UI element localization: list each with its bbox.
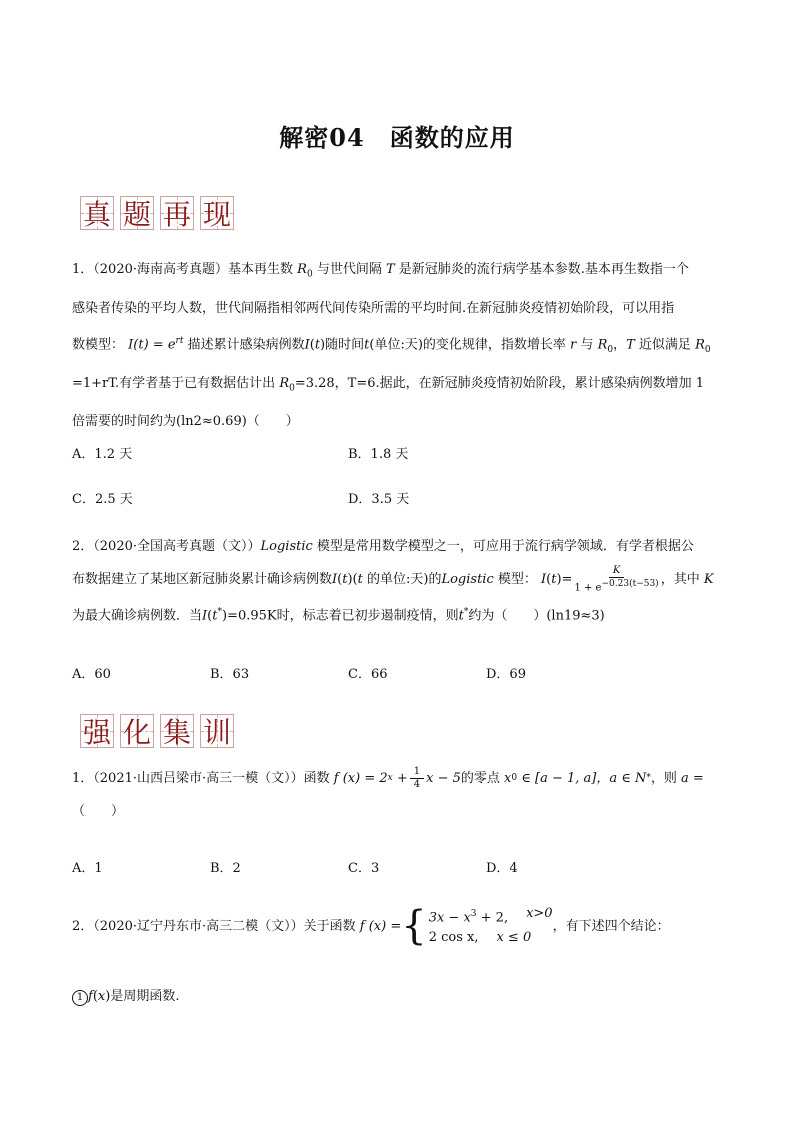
section-glyph: 化 <box>120 714 154 748</box>
q4-conclusion-1: 1 f(x)是周期函数. <box>72 980 724 1013</box>
q2-option-b[interactable]: B．63 <box>210 667 250 682</box>
q3-option-b[interactable]: B．2 <box>210 861 241 876</box>
q1-option-d[interactable]: D．3.5 天 <box>348 492 410 507</box>
page-title: 解密04 函数的应用 <box>279 123 515 152</box>
q2-line-1: 2．（2020·全国高考真题（文））Logistic 模型是常用数学模型之一，可应用于流行病学领域．有学者根据公 <box>72 539 694 554</box>
section-header-qianghua <box>80 714 234 748</box>
q2-option-c[interactable]: C．66 <box>348 667 388 682</box>
question-2 <box>72 530 724 632</box>
q1-option-b[interactable]: B．1.8 天 <box>348 447 409 462</box>
q3-option-c[interactable]: C．3 <box>348 861 380 876</box>
q3-option-a[interactable]: A．1 <box>72 861 103 876</box>
section-header-zhenti <box>80 196 234 230</box>
q2-option-d[interactable]: D．69 <box>486 667 526 682</box>
question-3 <box>72 762 724 828</box>
q3-option-d[interactable]: D．4 <box>486 861 518 876</box>
q1-option-a[interactable]: A．1.2 天 <box>72 447 133 462</box>
q3-line-2: （ ） <box>72 804 125 819</box>
logistic-fraction: $\frac{K}{1 + e^{-0.23(t-53)}}$ <box>574 564 659 594</box>
q2-line-3: 为最大确诊病例数．当I(t*)=0.95K时，标志着已初步遏制疫情，则t*约为（ ）(ln19≈3) <box>72 607 605 624</box>
question-1 <box>72 253 724 438</box>
q4-line-1: 2．（2020·辽宁丹东市·高三二模（文）） 关于函数 f (x) = { $3x - x^3 + 2$, x>0 2 cos x, x ≤ 0 ，有下述四个结论： <box>72 903 670 950</box>
q1-line-5: 倍需要的时间约为(ln2≈0.69)（ ） <box>72 414 299 430</box>
section-glyph: 训 <box>200 714 234 748</box>
q1-line-2: 感染者传染的平均人数，世代间隔指相邻两代间传染所需的平均时间.在新冠肺炎疫情初始阶段，可以用指 <box>72 300 675 316</box>
section-glyph: 现 <box>200 196 234 230</box>
q2-option-a[interactable]: A．60 <box>72 667 111 682</box>
q3-line-1: 1．（2021·山西吕梁市·高三一模（文）） 函数 f (x) = 2 x + $\frac{1}{4}$ x − 5 的零点 x 0 ∈ [a − 1, a]，a ∈ N * ，则 a = <box>72 766 704 790</box>
piecewise-function: { $3x - x^3 + 2$, x>0 2 cos x, x ≤ 0 <box>401 903 553 950</box>
question-4 <box>72 904 724 948</box>
section-glyph: 强 <box>80 714 114 748</box>
q1-line-1: 1．（2020·海南高考真题）基本再生数 $R_0$ 与世代间隔 T 是新冠肺炎的流行病学基本参数.基本再生数指一个 <box>72 262 689 280</box>
q1-line-4: =1+rT.有学者基于已有数据估计出 $R_0=3.28$，T=6.据此，在新冠肺炎疫情初始阶段，累计感染病例数增加 1 <box>72 375 705 394</box>
section-glyph: 再 <box>160 196 194 230</box>
section-glyph: 集 <box>160 714 194 748</box>
q1-option-c[interactable]: C．2.5 天 <box>72 492 133 507</box>
q1-line-3: 数模型： $I(t) = e^{rt}$ 描述累计感染病例数I(t)随时间t(单位:天)的变化规律，指数增长率 r 与 $R_0$，T 近似满足 $R_0$ <box>72 335 711 355</box>
q2-line-2: 布数据建立了某地区新冠肺炎累计确诊病例数 I ( t )( t 的单位:天)的 Logistic 模型： I ( t )= $\frac{K}{1 + e^{-0.23(t-53)}}$ ，其中 K <box>72 564 714 594</box>
quarter-fraction: $\frac{1}{4}$ <box>410 766 424 791</box>
section-glyph: 题 <box>120 196 154 230</box>
section-glyph: 真 <box>80 196 114 230</box>
circled-number: 1 <box>72 990 88 1006</box>
